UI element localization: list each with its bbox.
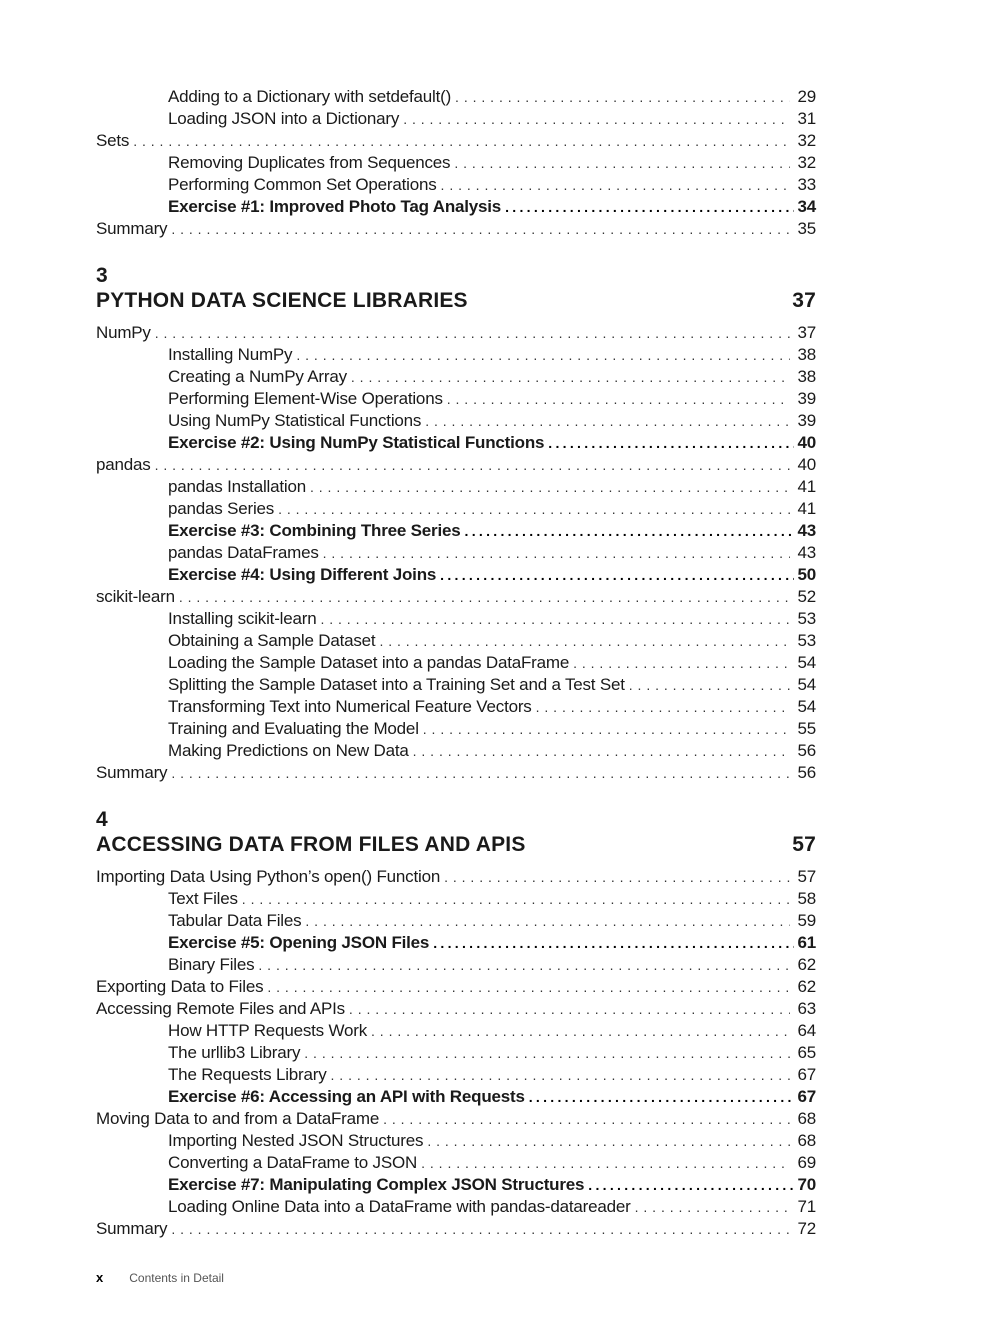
entry-title: Summary xyxy=(96,219,168,238)
toc-entry[interactable] xyxy=(96,1020,816,1042)
dot-leader xyxy=(171,1218,790,1240)
entry-title: Installing NumPy xyxy=(168,345,293,364)
entry-page-number: 62 xyxy=(797,977,816,996)
toc-entry[interactable] xyxy=(96,542,816,564)
entry-title: NumPy xyxy=(96,323,151,342)
entry-title: pandas xyxy=(96,455,151,474)
entry-page-number: 32 xyxy=(797,131,816,150)
toc-entry[interactable] xyxy=(96,1218,816,1240)
toc-entry[interactable] xyxy=(96,218,816,240)
toc-exercise-entry[interactable] xyxy=(96,1174,816,1196)
toc-entry[interactable] xyxy=(96,1064,816,1086)
entry-page-number: 54 xyxy=(797,697,816,716)
dot-leader xyxy=(267,976,790,998)
entry-page-number: 58 xyxy=(797,889,816,908)
toc-entry[interactable] xyxy=(96,344,816,366)
entry-title: pandas Installation xyxy=(168,477,306,496)
toc-entry[interactable] xyxy=(96,454,816,476)
entry-page-number: 61 xyxy=(797,933,816,952)
toc-entry[interactable] xyxy=(96,86,816,108)
toc-entry[interactable] xyxy=(96,1152,816,1174)
toc-exercise-entry[interactable] xyxy=(96,932,816,954)
entry-page-number: 34 xyxy=(797,197,816,216)
dot-leader xyxy=(305,910,790,932)
toc-entry[interactable] xyxy=(96,366,816,388)
entry-page-number: 52 xyxy=(797,587,816,606)
dot-leader xyxy=(433,932,794,954)
entry-title: Performing Element-Wise Operations xyxy=(168,389,443,408)
footer-running-title: Contents in Detail xyxy=(129,1271,224,1285)
dot-leader xyxy=(635,1196,790,1218)
entry-page-number: 64 xyxy=(797,1021,816,1040)
entry-page-number: 38 xyxy=(797,367,816,386)
entry-page-number: 53 xyxy=(797,631,816,650)
entry-page-number: 29 xyxy=(797,87,816,106)
entry-title: Summary xyxy=(96,1219,168,1238)
dot-leader xyxy=(573,652,790,674)
toc-entry[interactable] xyxy=(96,608,816,630)
entry-title: Using NumPy Statistical Functions xyxy=(168,411,422,430)
entry-title: Importing Nested JSON Structures xyxy=(168,1131,424,1150)
entry-page-number: 41 xyxy=(797,499,816,518)
entry-title: Importing Data Using Python’s open() Function xyxy=(96,867,441,886)
entry-page-number: 40 xyxy=(797,433,816,452)
entry-title: pandas Series xyxy=(168,499,275,518)
entry-page-number: 63 xyxy=(797,999,816,1018)
dot-leader xyxy=(529,1086,794,1108)
entry-title: Moving Data to and from a DataFrame xyxy=(96,1109,380,1128)
entry-page-number: 62 xyxy=(797,955,816,974)
toc-entry[interactable] xyxy=(96,674,816,696)
dot-leader xyxy=(258,954,790,976)
toc-entry[interactable] xyxy=(96,1042,816,1064)
entry-page-number: 40 xyxy=(797,455,816,474)
dot-leader xyxy=(379,630,790,652)
entry-title: Exercise #3: Combining Three Series xyxy=(168,521,461,540)
entry-title: Making Predictions on New Data xyxy=(168,741,409,760)
dot-leader xyxy=(441,174,790,196)
dot-leader xyxy=(155,454,790,476)
entry-title: Tabular Data Files xyxy=(168,911,302,930)
toc-entry[interactable] xyxy=(96,740,816,762)
toc-exercise-entry[interactable] xyxy=(96,432,816,454)
chapter-heading xyxy=(96,808,816,862)
chapter-number: 3 xyxy=(96,264,108,287)
entry-page-number: 67 xyxy=(797,1087,816,1106)
entry-title: Text Files xyxy=(168,889,238,908)
dot-leader xyxy=(383,1108,790,1130)
entry-title: Summary xyxy=(96,763,168,782)
dot-leader xyxy=(444,866,790,888)
dot-leader xyxy=(455,86,790,108)
toc-exercise-entry[interactable] xyxy=(96,1086,816,1108)
entry-page-number: 32 xyxy=(797,153,816,172)
chapter-heading xyxy=(96,264,816,318)
entry-page-number: 68 xyxy=(797,1109,816,1128)
entry-page-number: 39 xyxy=(797,411,816,430)
toc-entry[interactable] xyxy=(96,322,816,344)
entry-title: Removing Duplicates from Sequences xyxy=(168,153,451,172)
toc-entry[interactable] xyxy=(96,410,816,432)
toc-entry[interactable] xyxy=(96,388,816,410)
toc-entry[interactable] xyxy=(96,630,816,652)
toc-entry[interactable] xyxy=(96,586,816,608)
dot-leader xyxy=(403,108,790,130)
entry-title: Converting a DataFrame to JSON xyxy=(168,1153,418,1172)
entry-page-number: 31 xyxy=(797,109,816,128)
entry-page-number: 50 xyxy=(797,565,816,584)
entry-page-number: 56 xyxy=(797,763,816,782)
entry-page-number: 56 xyxy=(797,741,816,760)
entry-page-number: 70 xyxy=(797,1175,816,1194)
entry-title: Sets xyxy=(96,131,130,150)
entry-title: scikit-learn xyxy=(96,587,175,606)
table-of-contents xyxy=(96,86,816,1240)
chapter-title-row[interactable] xyxy=(96,832,816,862)
dot-leader xyxy=(323,542,790,564)
toc-section xyxy=(96,808,816,1240)
entry-page-number: 54 xyxy=(797,653,816,672)
entry-title: Performing Common Set Operations xyxy=(168,175,437,194)
chapter-title-row[interactable] xyxy=(96,288,816,318)
toc-entry[interactable] xyxy=(96,174,816,196)
entry-title: Exporting Data to Files xyxy=(96,977,264,996)
entry-page-number: 37 xyxy=(797,323,816,342)
toc-entry[interactable] xyxy=(96,152,816,174)
toc-entry[interactable] xyxy=(96,130,816,152)
page-footer xyxy=(96,1270,224,1285)
toc-entry[interactable] xyxy=(96,696,816,718)
entry-page-number: 65 xyxy=(797,1043,816,1062)
entry-title: Exercise #1: Improved Photo Tag Analysis xyxy=(168,197,502,216)
entry-page-number: 38 xyxy=(797,345,816,364)
entry-title: Creating a NumPy Array xyxy=(168,367,347,386)
dot-leader xyxy=(536,696,790,718)
entry-page-number: 33 xyxy=(797,175,816,194)
dot-leader xyxy=(171,218,790,240)
dot-leader xyxy=(304,1042,790,1064)
entry-page-number: 67 xyxy=(797,1065,816,1084)
dot-leader xyxy=(588,1174,794,1196)
toc-entry[interactable] xyxy=(96,718,816,740)
chapter-page: 57 xyxy=(792,833,816,856)
entry-page-number: 54 xyxy=(797,675,816,694)
entry-page-number: 68 xyxy=(797,1131,816,1150)
entry-title: Exercise #2: Using NumPy Statistical Functions xyxy=(168,433,545,452)
entry-page-number: 41 xyxy=(797,477,816,496)
chapter-number: 4 xyxy=(96,808,108,831)
dot-leader xyxy=(548,432,794,454)
toc-entry[interactable] xyxy=(96,1108,816,1130)
chapter-title: ACCESSING DATA FROM FILES AND APIS xyxy=(96,833,526,856)
entry-title: Exercise #6: Accessing an API with Requests xyxy=(168,1087,525,1106)
toc-entry[interactable] xyxy=(96,476,816,498)
dot-leader xyxy=(179,586,790,608)
entry-title: Accessing Remote Files and APIs xyxy=(96,999,345,1018)
dot-leader xyxy=(371,1020,790,1042)
entry-title: Exercise #7: Manipulating Complex JSON Structures xyxy=(168,1175,585,1194)
entry-title: pandas DataFrames xyxy=(168,543,319,562)
toc-entry[interactable] xyxy=(96,888,816,910)
toc-entry[interactable] xyxy=(96,910,816,932)
dot-leader xyxy=(447,388,790,410)
entry-title: The Requests Library xyxy=(168,1065,327,1084)
entry-page-number: 59 xyxy=(797,911,816,930)
footer-page-number: x xyxy=(96,1270,104,1285)
dot-leader xyxy=(171,762,790,784)
dot-leader xyxy=(278,498,790,520)
toc-entry[interactable] xyxy=(96,652,816,674)
dot-leader xyxy=(242,888,790,910)
dot-leader xyxy=(413,740,790,762)
entry-title: Splitting the Sample Dataset into a Training Set and a Test Set xyxy=(168,675,625,694)
entry-page-number: 53 xyxy=(797,609,816,628)
dot-leader xyxy=(421,1152,790,1174)
dot-leader xyxy=(505,196,794,218)
toc-entry[interactable] xyxy=(96,1130,816,1152)
entry-page-number: 55 xyxy=(797,719,816,738)
entry-title: Binary Files xyxy=(168,955,255,974)
entry-page-number: 39 xyxy=(797,389,816,408)
entry-title: Loading the Sample Dataset into a pandas DataFrame xyxy=(168,653,570,672)
chapter-title: PYTHON DATA SCIENCE LIBRARIES xyxy=(96,289,468,312)
dot-leader xyxy=(320,608,790,630)
dot-leader xyxy=(296,344,790,366)
entry-title: Training and Evaluating the Model xyxy=(168,719,419,738)
dot-leader xyxy=(133,130,790,152)
entry-title: Exercise #5: Opening JSON Files xyxy=(168,933,430,952)
entry-page-number: 69 xyxy=(797,1153,816,1172)
entry-title: Adding to a Dictionary with setdefault() xyxy=(168,87,452,106)
dot-leader xyxy=(349,998,790,1020)
toc-section xyxy=(96,86,816,240)
entry-page-number: 57 xyxy=(797,867,816,886)
dot-leader xyxy=(351,366,790,388)
entry-page-number: 35 xyxy=(797,219,816,238)
entry-page-number: 71 xyxy=(797,1197,816,1216)
entry-title: Loading Online Data into a DataFrame with pandas-datareader xyxy=(168,1197,631,1216)
toc-exercise-entry[interactable] xyxy=(96,196,816,218)
entry-title: How HTTP Requests Work xyxy=(168,1021,368,1040)
dot-leader xyxy=(454,152,790,174)
dot-leader xyxy=(427,1130,790,1152)
toc-entry[interactable] xyxy=(96,866,816,888)
entry-title: The urllib3 Library xyxy=(168,1043,301,1062)
entry-page-number: 72 xyxy=(797,1219,816,1238)
entry-title: Loading JSON into a Dictionary xyxy=(168,109,400,128)
chapter-page: 37 xyxy=(792,289,816,312)
toc-entry[interactable] xyxy=(96,998,816,1020)
dot-leader xyxy=(331,1064,790,1086)
toc-section xyxy=(96,264,816,784)
entry-title: Exercise #4: Using Different Joins xyxy=(168,565,437,584)
dot-leader xyxy=(425,410,790,432)
dot-leader xyxy=(629,674,790,696)
toc-entry[interactable] xyxy=(96,762,816,784)
dot-leader xyxy=(310,476,790,498)
entry-title: Obtaining a Sample Dataset xyxy=(168,631,376,650)
toc-entry[interactable] xyxy=(96,954,816,976)
toc-entry[interactable] xyxy=(96,976,816,998)
entry-page-number: 43 xyxy=(797,543,816,562)
toc-entry[interactable] xyxy=(96,1196,816,1218)
dot-leader xyxy=(465,520,794,542)
dot-leader xyxy=(440,564,794,586)
dot-leader xyxy=(423,718,790,740)
toc-exercise-entry[interactable] xyxy=(96,564,816,586)
toc-entry[interactable] xyxy=(96,108,816,130)
toc-exercise-entry[interactable] xyxy=(96,520,816,542)
entry-page-number: 43 xyxy=(797,521,816,540)
entry-title: Installing scikit-learn xyxy=(168,609,317,628)
entry-title: Transforming Text into Numerical Feature Vectors xyxy=(168,697,532,716)
dot-leader xyxy=(155,322,790,344)
toc-entry[interactable] xyxy=(96,498,816,520)
